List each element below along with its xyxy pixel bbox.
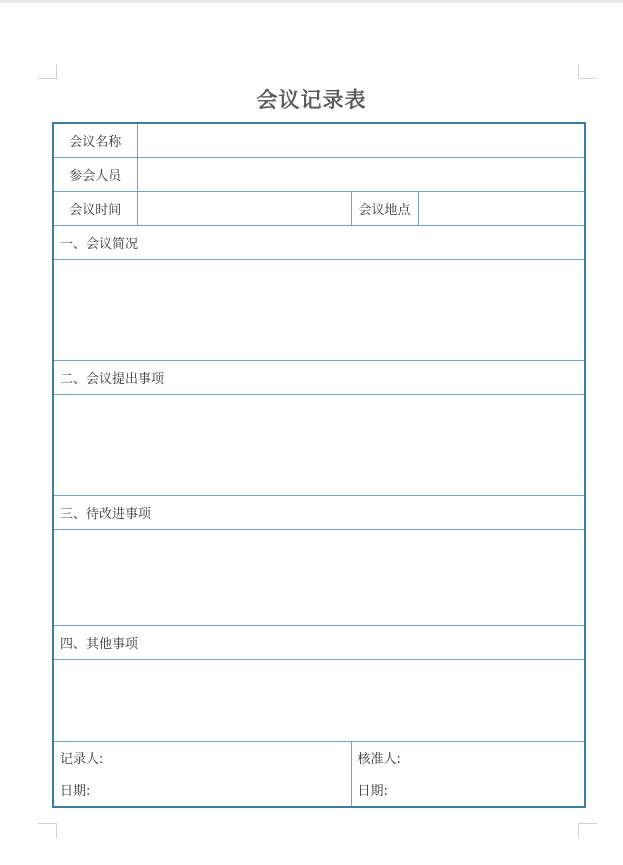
meeting-name-field[interactable]	[137, 123, 585, 157]
section-heading-improvement-items: 三、待改进事项	[53, 495, 585, 529]
section-heading-meeting-overview: 一、会议简况	[53, 225, 585, 259]
row-section-4-heading	[53, 625, 585, 659]
page-corner-mark-top-left	[38, 64, 57, 79]
meeting-name-label: 会议名称	[53, 123, 137, 157]
meeting-location-label: 会议地点	[351, 191, 418, 225]
section-body-raised-items[interactable]	[53, 394, 585, 495]
approver-cell[interactable]	[351, 741, 585, 807]
row-section-4-body	[53, 659, 585, 741]
section-body-meeting-overview[interactable]	[53, 259, 585, 360]
attendees-field[interactable]	[137, 157, 585, 191]
section-body-improvement-items[interactable]	[53, 529, 585, 625]
row-time-location	[53, 191, 585, 225]
row-attendees	[53, 157, 585, 191]
approver-label: 核准人:	[357, 751, 401, 767]
meeting-location-field[interactable]	[418, 191, 585, 225]
page-corner-mark-top-right	[578, 64, 597, 79]
document-title: 会议记录表	[256, 88, 367, 112]
recorder-date-label: 日期:	[60, 783, 91, 799]
row-section-3-heading	[53, 495, 585, 529]
page-corner-mark-bottom-left	[38, 823, 57, 838]
row-section-2-heading	[53, 360, 585, 394]
meeting-record-form	[52, 122, 586, 808]
page-corner-mark-bottom-right	[578, 823, 597, 838]
row-signatures	[53, 741, 585, 807]
row-section-1-heading	[53, 225, 585, 259]
section-heading-raised-items: 二、会议提出事项	[53, 360, 585, 394]
window-top-border	[0, 0, 623, 3]
approver-date-label: 日期:	[357, 783, 388, 799]
meeting-time-label: 会议时间	[53, 191, 137, 225]
attendees-label: 参会人员	[53, 157, 137, 191]
section-heading-other-items: 四、其他事项	[53, 625, 585, 659]
row-section-2-body	[53, 394, 585, 495]
recorder-cell[interactable]	[53, 741, 351, 807]
recorder-label: 记录人:	[60, 751, 104, 767]
row-meeting-name	[53, 123, 585, 157]
section-body-other-items[interactable]	[53, 659, 585, 741]
meeting-time-field[interactable]	[137, 191, 351, 225]
row-section-3-body	[53, 529, 585, 625]
row-section-1-body	[53, 259, 585, 360]
